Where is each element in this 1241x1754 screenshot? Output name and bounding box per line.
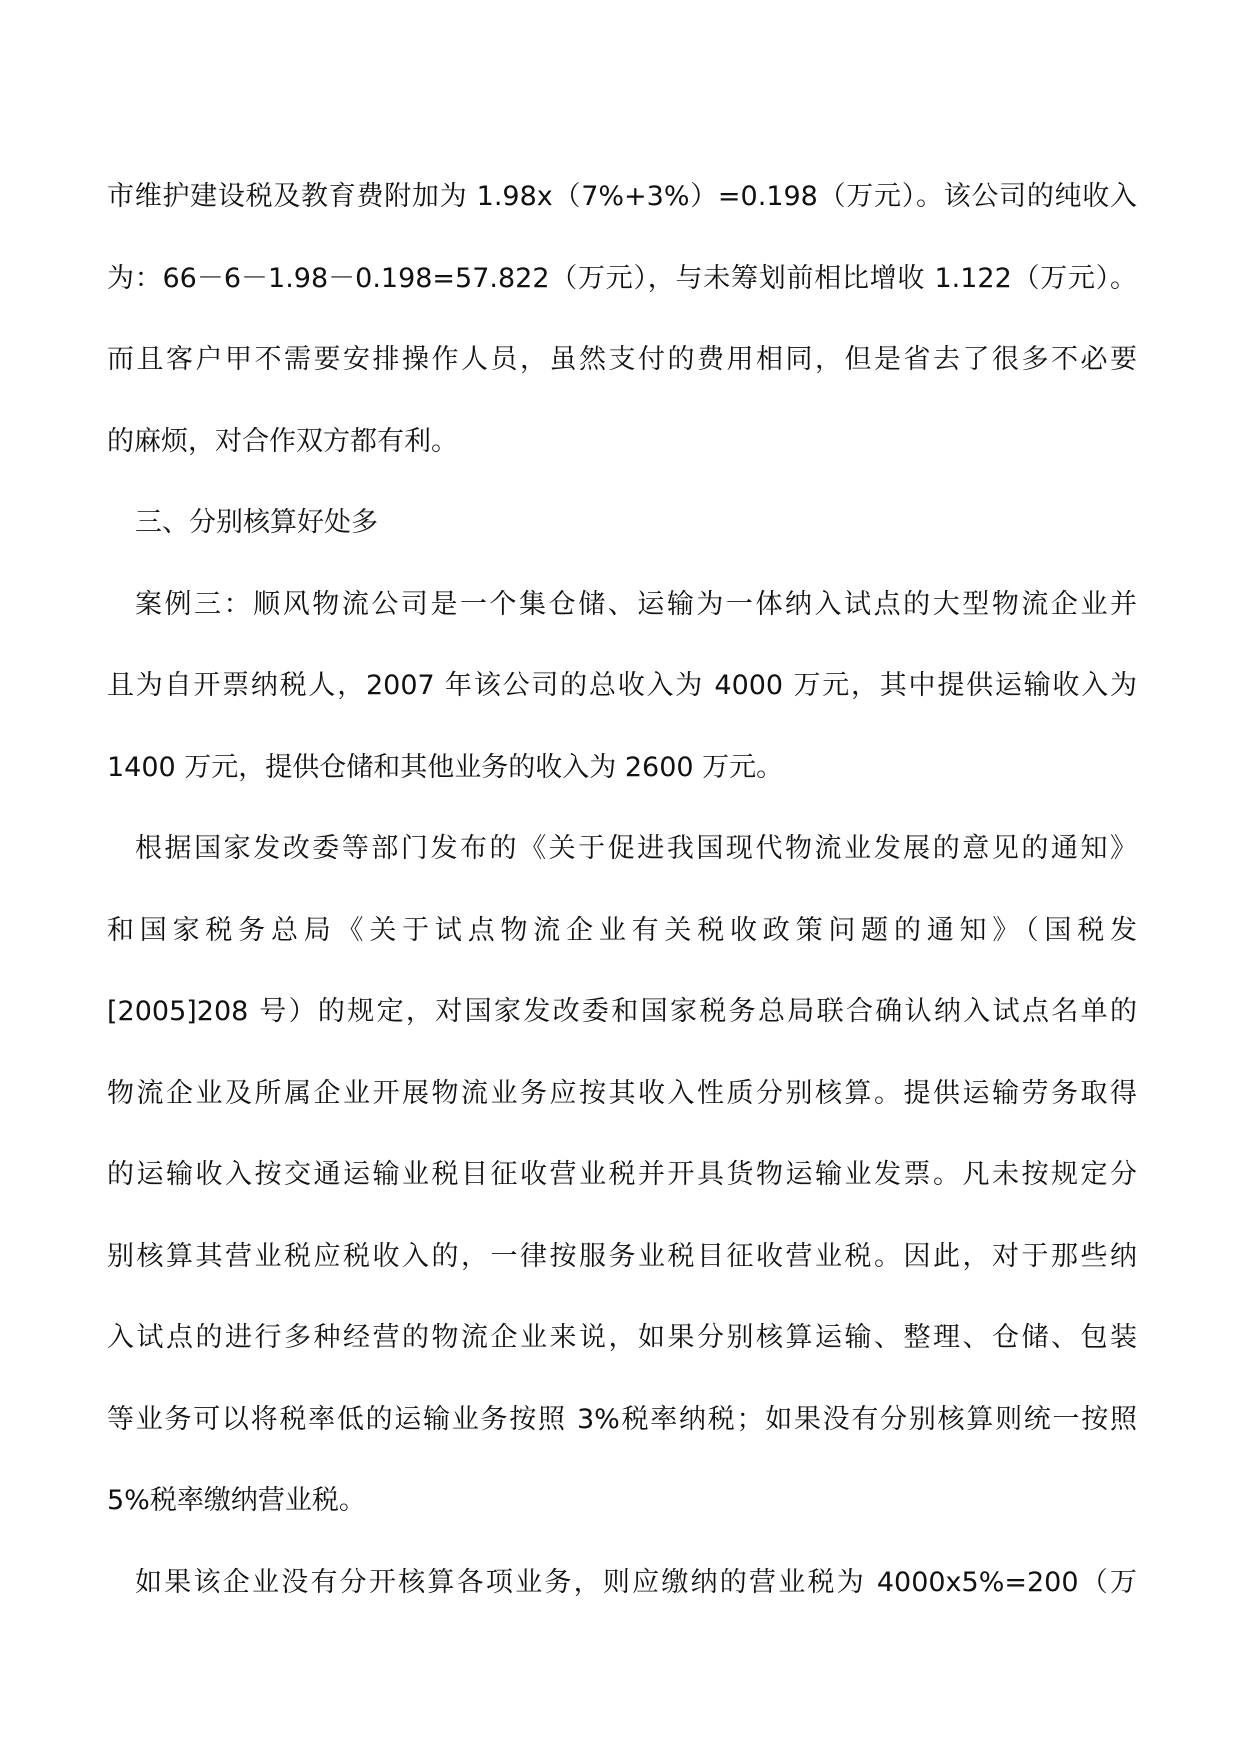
text-line: 市维护建设税及教育费附加为 1.98x（7%+3%）=0.198（万元）。该公司的纯收入 bbox=[107, 181, 1137, 212]
text-line: 1400 万元，提供仓储和其他业务的收入为 2600 万元。 bbox=[107, 751, 784, 783]
text-line: 的麻烦，对合作双方都有利。 bbox=[107, 425, 458, 457]
text-line: 物流企业及所属企业开展物流业务应按其收入性质分别核算。提供运输劳务取得 bbox=[107, 1077, 1137, 1109]
text-line: 和国家税务总局《关于试点物流企业有关税收政策问题的通知》（国税发 bbox=[107, 914, 1137, 946]
text-line: 如果该企业没有分开核算各项业务，则应缴纳的营业税为 4000x5%=200（万 bbox=[135, 1566, 1137, 1598]
text-line: 根据国家发改委等部门发布的《关于促进我国现代物流业发展的意见的通知》 bbox=[135, 833, 1137, 864]
text-line: 且为自开票纳税人，2007 年该公司的总收入为 4000 万元，其中提供运输收入为 bbox=[107, 670, 1137, 701]
text-line: 而且客户甲不需要安排操作人员，虽然支付的费用相同，但是省去了很多不必要 bbox=[107, 344, 1137, 375]
text-line: 为：66－6－1.98－0.198=57.822（万元），与未筹划前相比增收 1.122（万元）。 bbox=[107, 262, 1137, 294]
text-line: 入试点的进行多种经营的物流企业来说，如果分别核算运输、整理、仓储、包装 bbox=[107, 1322, 1137, 1353]
section-heading: 三、分别核算好处多 bbox=[135, 507, 378, 538]
text-line: 等业务可以将税率低的运输业务按照 3%税率纳税；如果没有分别核算则统一按照 bbox=[107, 1403, 1137, 1435]
document-body bbox=[107, 156, 1137, 1623]
text-line: 案例三：顺风物流公司是一个集仓储、运输为一体纳入试点的大型物流企业并 bbox=[135, 588, 1137, 620]
text-line: 5%税率缴纳营业税。 bbox=[107, 1485, 366, 1516]
text-line: [2005]208 号）的规定，对国家发改委和国家税务总局联合确认纳入试点名单的 bbox=[107, 996, 1137, 1027]
text-line: 别核算其营业税应税收入的，一律按服务业税目征收营业税。因此，对于那些纳 bbox=[107, 1240, 1137, 1272]
text-line: 的运输收入按交通运输业税目征收营业税并开具货物运输业发票。凡未按规定分 bbox=[107, 1159, 1137, 1190]
